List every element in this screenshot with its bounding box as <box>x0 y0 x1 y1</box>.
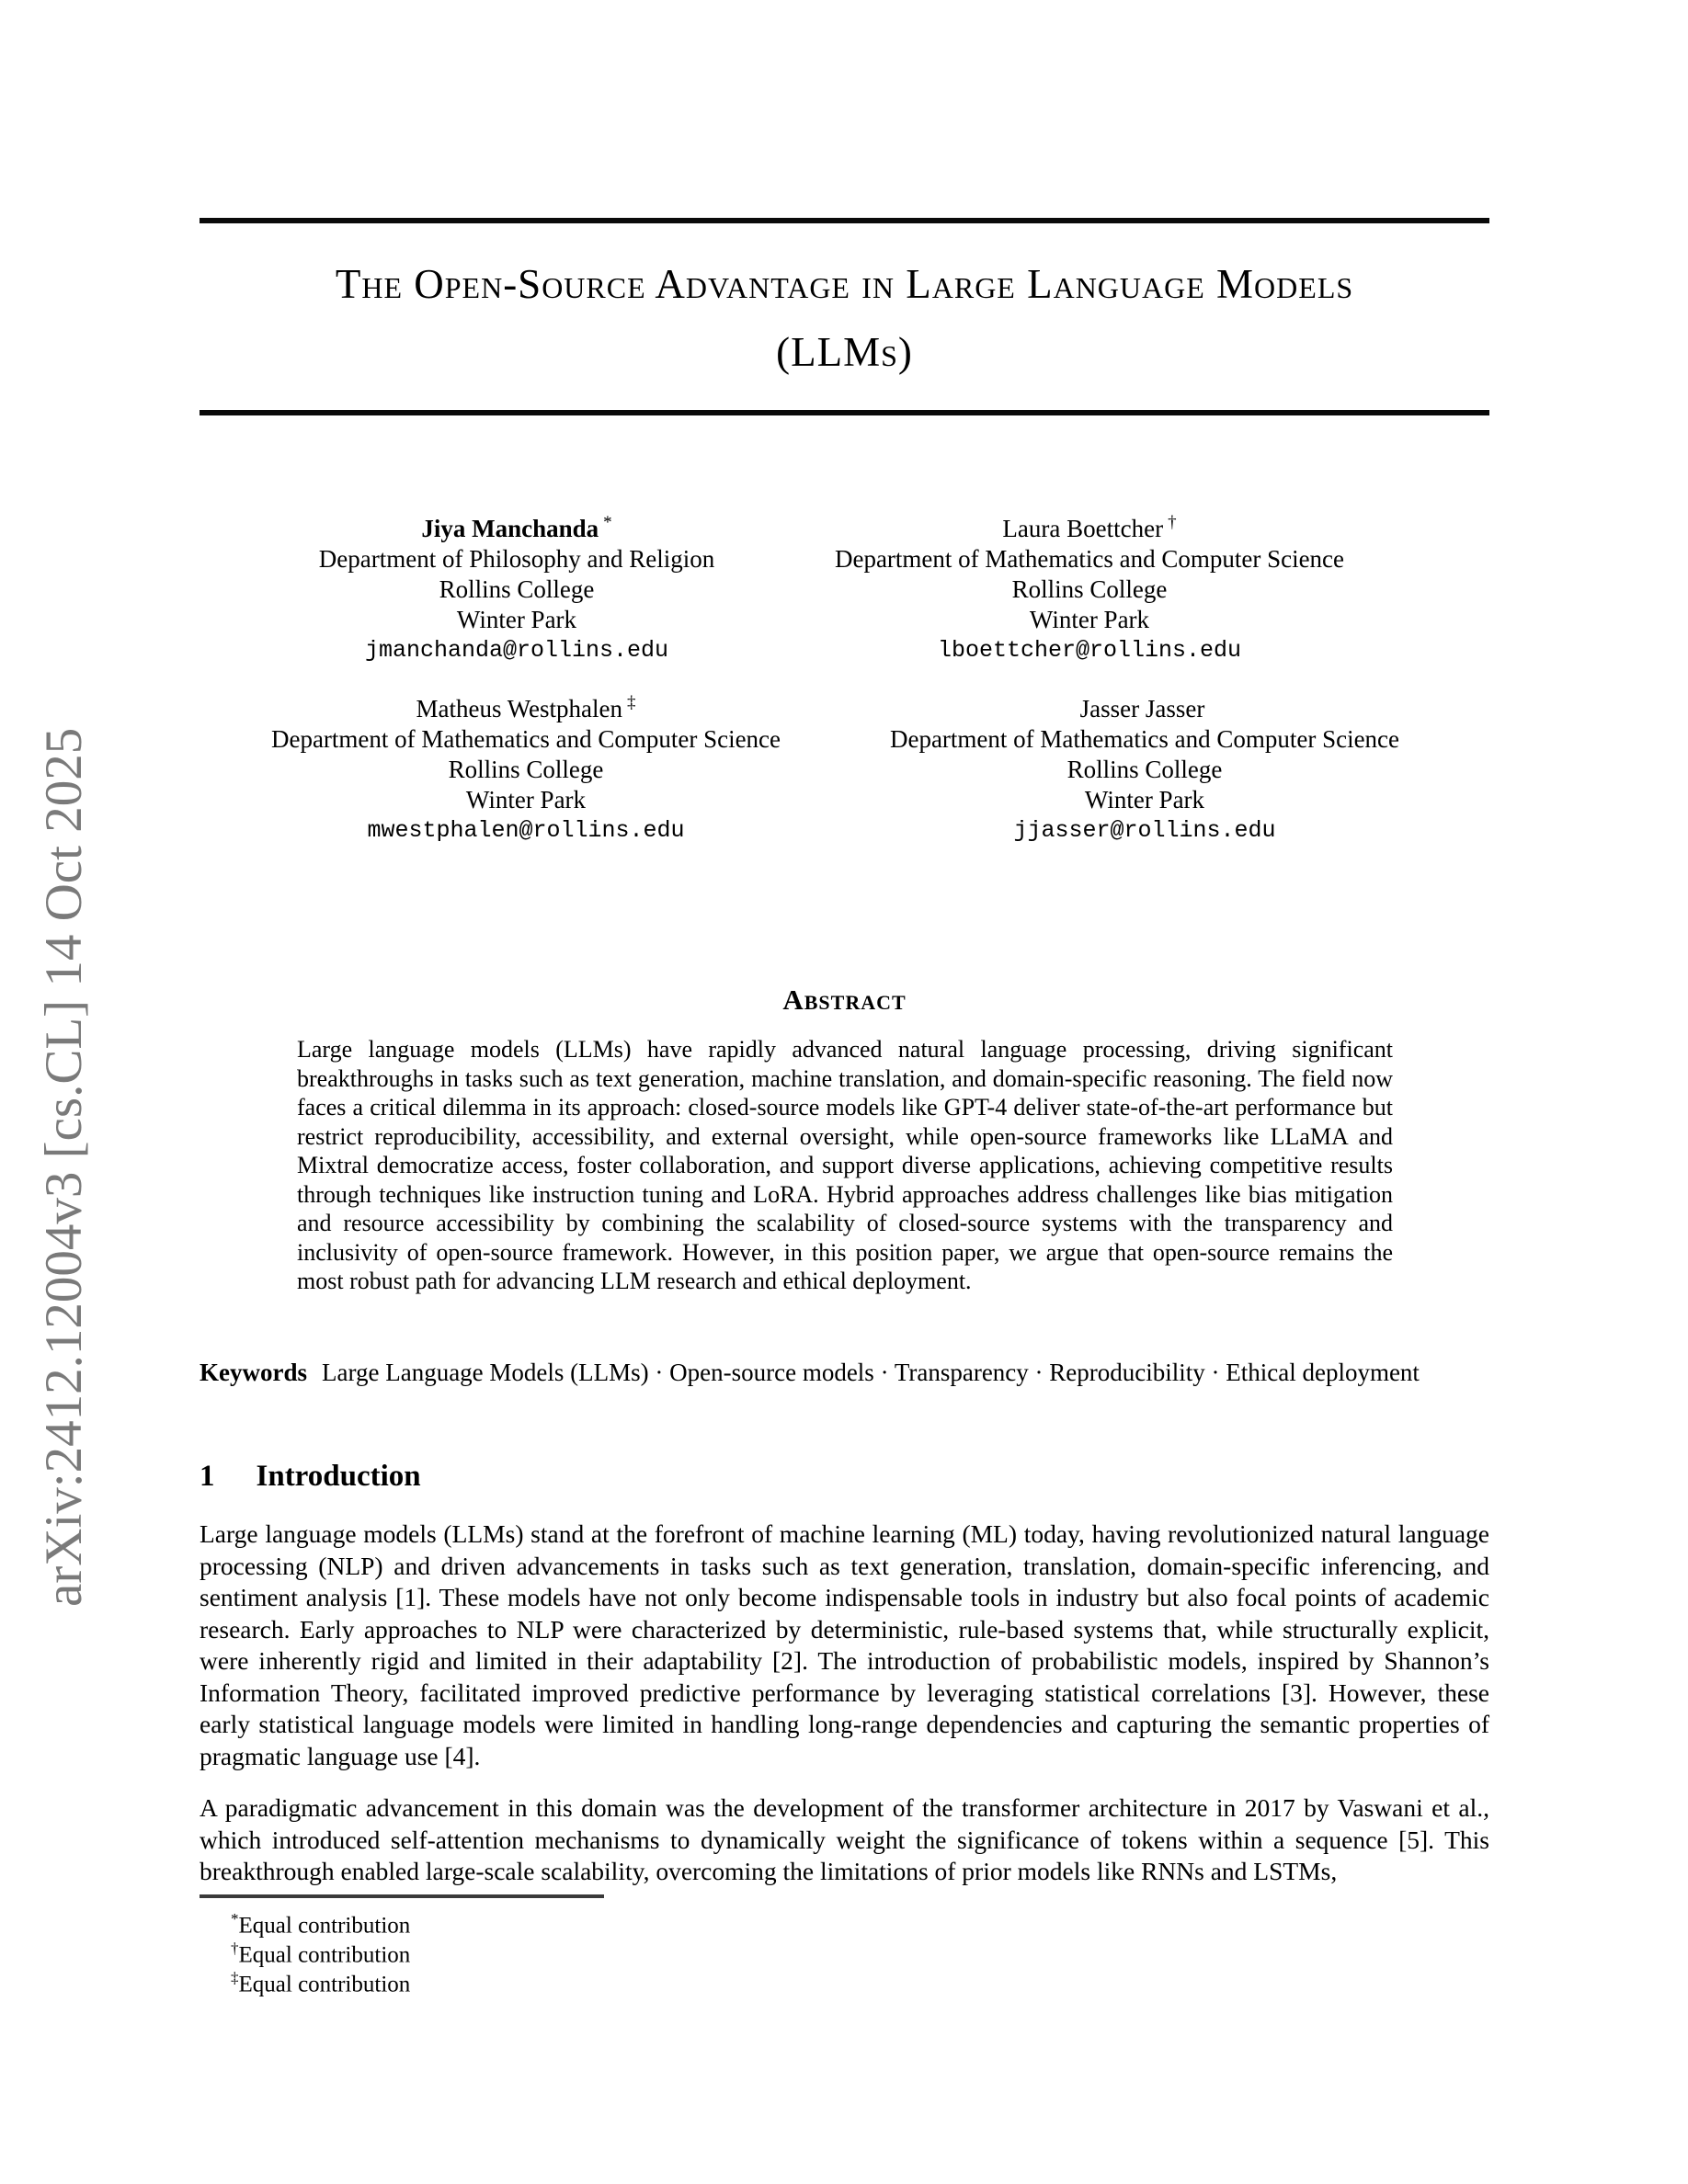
section-1-heading <box>200 1460 421 1494</box>
section-title: Introduction <box>256 1460 421 1493</box>
author-name-line <box>890 688 1399 724</box>
footnote-equal-contribution-3 <box>200 1963 843 1999</box>
keywords-label: Keywords <box>200 1359 307 1386</box>
author-marker: † <box>1168 513 1177 532</box>
introduction-paragraph-2: A paradigmatic advancement in this domain was the development of the transformer architecture in 2017 by Vaswani et al., which introduced self-attention mechanisms to dynamically weight the significance of tokens within a sequence [5]. This breakthrough enabled large-scale scalability, overcoming the limitations of prior models like RNNs and LSTMs, <box>200 1793 1489 1885</box>
author-name: Matheus Westphalen <box>416 695 623 722</box>
author-department: Department of Mathematics and Computer Science <box>270 725 781 753</box>
author-block-jiya-manchanda <box>319 507 714 665</box>
author-name: Jiya Manchanda <box>421 515 599 542</box>
author-name-line <box>319 507 714 544</box>
paper-content-column <box>200 0 1489 2184</box>
author-city: Winter Park <box>465 786 587 813</box>
introduction-paragraph-1: Large language models (LLMs) stand at the forefront of machine learning (ML) today, having revolutionized natural language processing (NLP) and driven advancements in tasks such as text generation, translation, domain-specific inferencing, and sentiment analysis [1]. These models have not only become indispensable tools in industry but also focal points of academic research. Early approaches to NLP were characterized by deterministic, rule-based systems that, while structurally explicit, were inherently rigid and limited in their adaptability [2]. The introduction of probabilistic models, inspired by Shannon’s Information Theory, facilitated improved predictive performance by leveraging statistical correlations [3]. However, these early statistical language models were limited in handling long-range dependencies and capturing the semantic properties of pragmatic language use [4]. <box>200 1519 1489 1770</box>
paper-title <box>200 250 1489 386</box>
keywords-text: Large Language Models (LLMs) · Open-source models · Transparency · Reproducibility · Ethical deployment <box>322 1359 1420 1386</box>
author-block-laura-boettcher <box>835 507 1344 665</box>
title-rule-top <box>200 218 1489 223</box>
paper-title-line1: The Open-Source Advantage in Large Language Models <box>335 261 1354 307</box>
section-number: 1 <box>200 1460 215 1493</box>
author-department: Department of Philosophy and Religion <box>318 545 715 573</box>
author-name: Jasser Jasser <box>1079 695 1205 722</box>
author-institution: Rollins College <box>448 756 604 783</box>
keywords-line <box>200 1357 1489 1388</box>
author-institution: Rollins College <box>1066 756 1223 783</box>
footnote-text: Equal contribution <box>238 1942 411 1968</box>
author-email: lboettcher@rollins.edu <box>937 637 1242 664</box>
author-city: Winter Park <box>456 606 577 633</box>
footnote-marker: * <box>231 1910 239 1928</box>
footnote-marker: † <box>231 1939 239 1957</box>
author-institution: Rollins College <box>439 575 595 603</box>
footnote-text: Equal contribution <box>238 1913 411 1939</box>
footnote-marker: ‡ <box>231 1969 239 1986</box>
author-email: mwestphalen@rollins.edu <box>367 817 685 844</box>
author-block-matheus-westphalen <box>271 688 781 846</box>
author-department: Department of Mathematics and Computer Science <box>889 725 1400 753</box>
author-city: Winter Park <box>1029 606 1150 633</box>
footnote-text: Equal contribution <box>238 1972 411 1997</box>
author-email: jmanchanda@rollins.edu <box>364 637 669 664</box>
author-name-line <box>835 507 1344 544</box>
abstract-text: Large language models (LLMs) have rapidly advanced natural language processing, driving significant breakthroughs in tasks such as text generation, machine translation, and domain-specific reasoning. The field now faces a critical dilemma in its approach: closed-source models like GPT-4 deliver state-of-the-art performance but restrict reproducibility, accessibility, and external oversight, while open-source frameworks like LLaMA and Mixtral democratize access, foster collaboration, and support diverse applications, achieving competitive results through techniques like instruction tuning and LoRA. Hybrid approaches address challenges like bias mitigation and resource accessibility by combining the scalability of closed-source systems with the transparency and inclusivity of open-source framework. However, in this position paper, we argue that open-source remains the most robust path for advancing LLM research and ethical deployment. <box>297 1036 1393 1294</box>
author-marker: * <box>603 513 612 532</box>
author-block-jasser-jasser <box>890 688 1399 846</box>
author-institution: Rollins College <box>1011 575 1168 603</box>
author-department: Department of Mathematics and Computer Science <box>834 545 1345 573</box>
title-rule-bottom <box>200 410 1489 415</box>
author-email: jjasser@rollins.edu <box>1013 817 1276 844</box>
author-name: Laura Boettcher <box>1002 515 1164 542</box>
author-city: Winter Park <box>1084 786 1205 813</box>
paper-title-line2: (LLMs) <box>776 329 913 375</box>
arxiv-stamp: arXiv:2412.12004v3 [cs.CL] 14 Oct 2025 <box>35 727 93 1607</box>
author-name-line <box>271 688 781 724</box>
abstract-heading: Abstract <box>782 984 907 1016</box>
footnote-rule <box>200 1894 604 1898</box>
author-marker: ‡ <box>627 693 636 712</box>
